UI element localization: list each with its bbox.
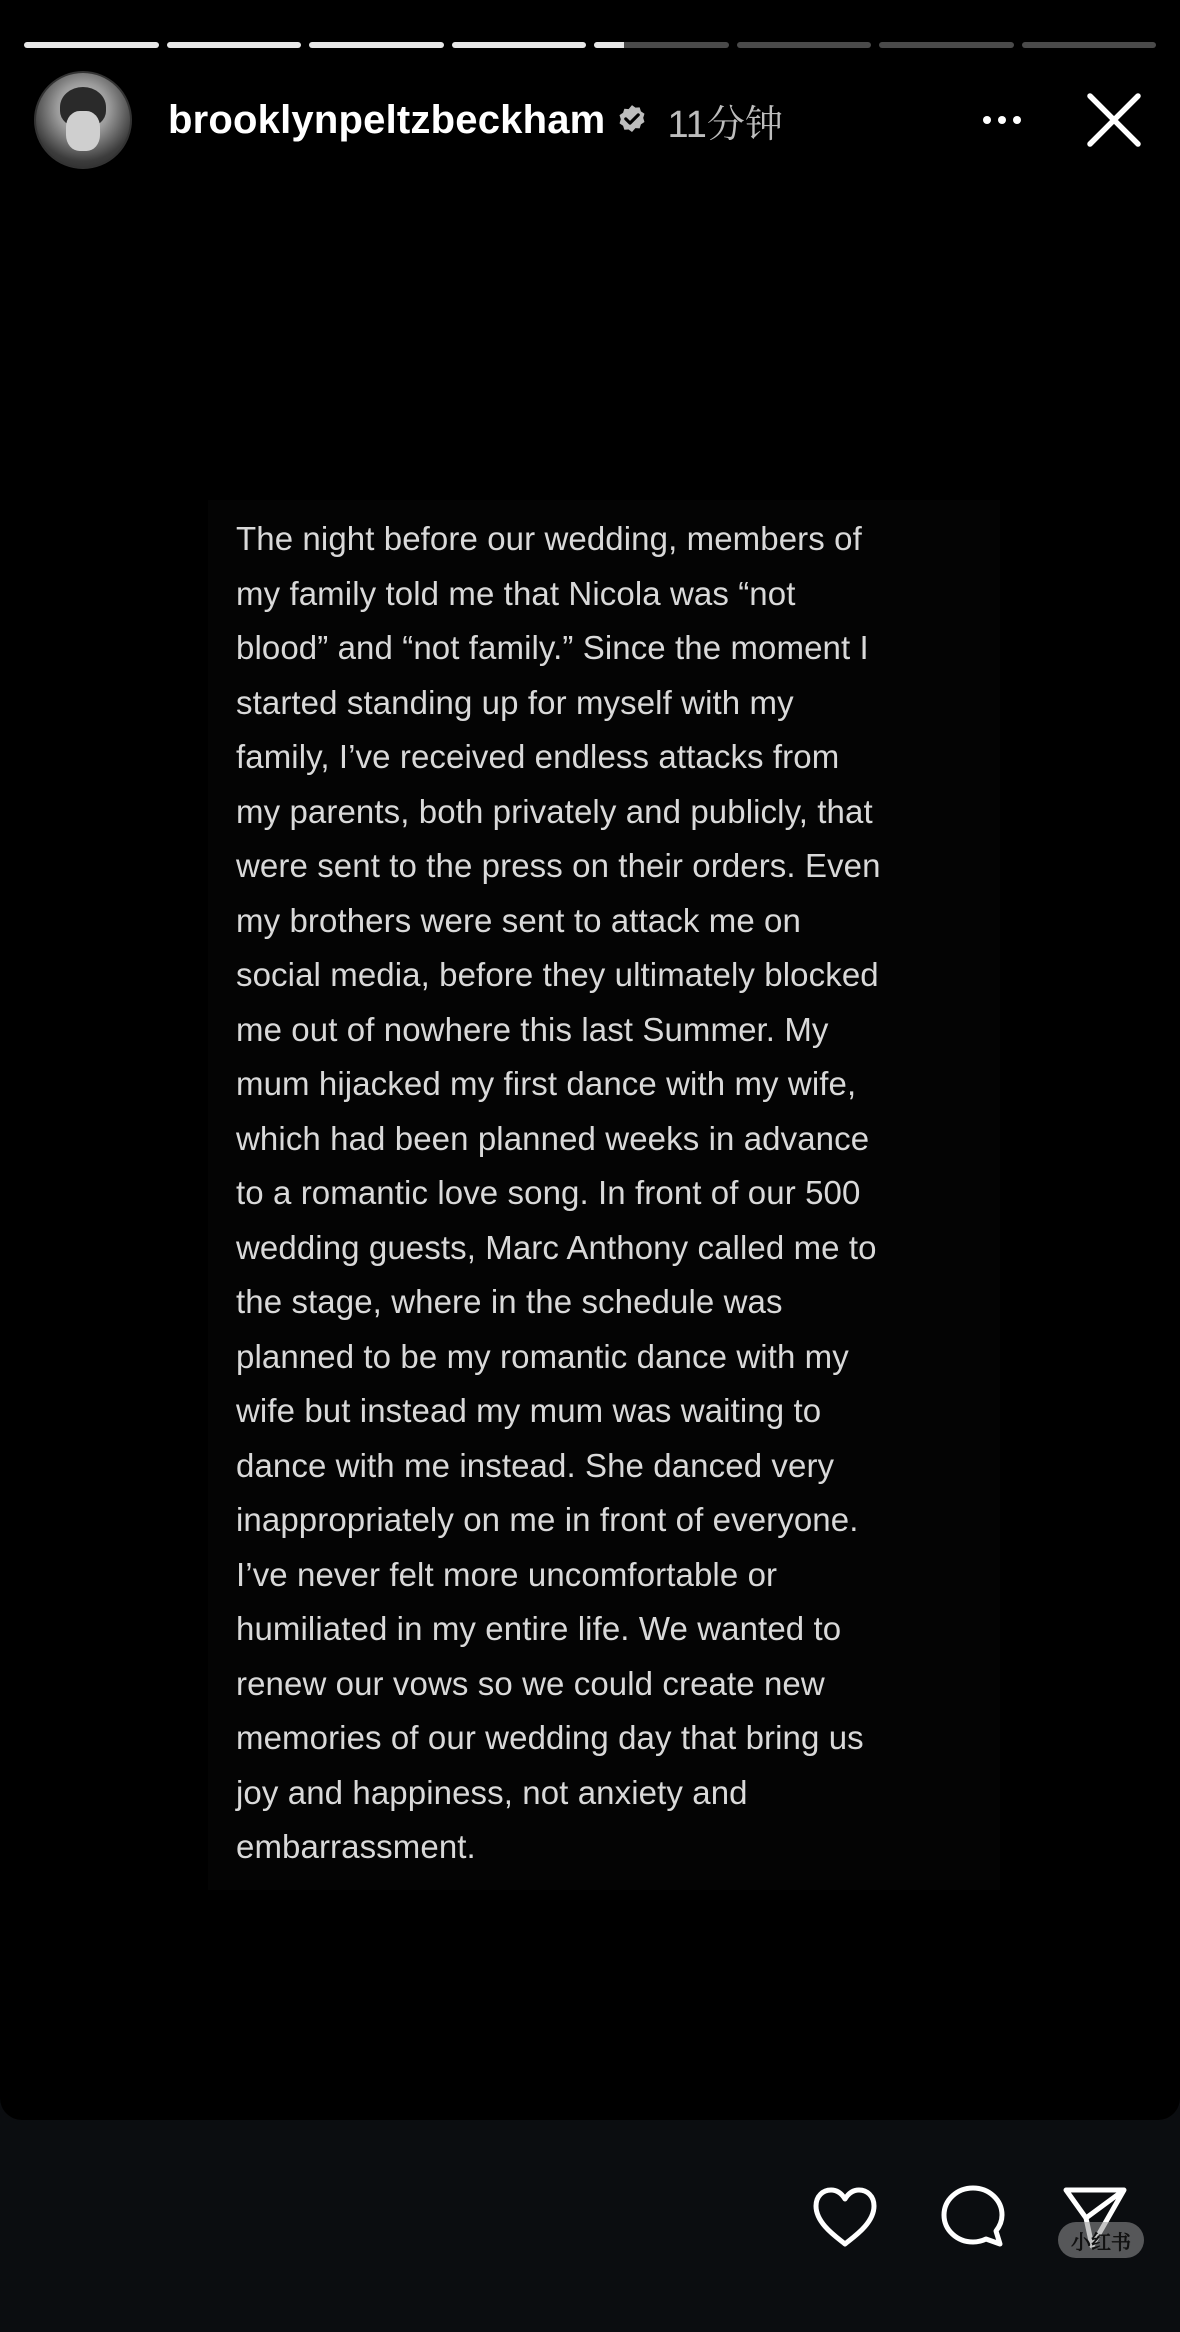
story-progress-bar: [24, 42, 1156, 48]
post-time: 11分钟: [667, 103, 783, 146]
username[interactable]: brooklynpeltzbeckham: [168, 97, 606, 142]
more-horizontal-icon: [983, 116, 991, 124]
progress-segment-fill: [452, 42, 587, 48]
progress-segment: [1022, 42, 1157, 48]
verified-badge-icon: [615, 103, 649, 137]
progress-segment: [737, 42, 872, 48]
progress-segment: [167, 42, 302, 48]
story-header: [34, 72, 1146, 168]
progress-segment: [594, 42, 729, 48]
more-options-button[interactable]: [974, 92, 1030, 148]
story-text: The night before our wedding, members of my family told me that Nicola was “not blood” and “not family.” Since the moment I started standing up for myself with my family, I’ve received endless attacks from my parents, both privately and publicly, that were sent to the press on their orders. Even my brothers were sent to attack me on social media, before they ultimately blocked me out of nowhere this last Summer. My mum hijacked my first dance with my wife, which had been planned weeks in advance to a romantic love song. In front of our 500 wedding guests, Marc Anthony called me to the stage, where in the schedule was planned to be my romantic dance with my wife but instead my mum was waiting to dance with me instead. She danced very inappropriately on me in front of everyone. I’ve never felt more uncomfortable or humiliated in my entire life. We wanted to renew our vows so we could create new memories of our wedding day that bring us joy and happiness, not anxiety and embarrassment.: [236, 520, 881, 1865]
progress-segment-fill: [167, 42, 302, 48]
progress-segment-fill: [24, 42, 159, 48]
progress-segment: [452, 42, 587, 48]
watermark-logo: 小红书: [1058, 2222, 1144, 2258]
close-icon[interactable]: [1082, 88, 1146, 152]
progress-segment: [24, 42, 159, 48]
progress-segment-fill: [594, 42, 624, 48]
progress-segment: [879, 42, 1014, 48]
progress-segment: [309, 42, 444, 48]
heart-icon[interactable]: [808, 2180, 882, 2254]
avatar[interactable]: [34, 71, 132, 169]
progress-segment-fill: [309, 42, 444, 48]
story-actions: [0, 2180, 1180, 2260]
comment-bubble-icon[interactable]: [936, 2180, 1010, 2254]
